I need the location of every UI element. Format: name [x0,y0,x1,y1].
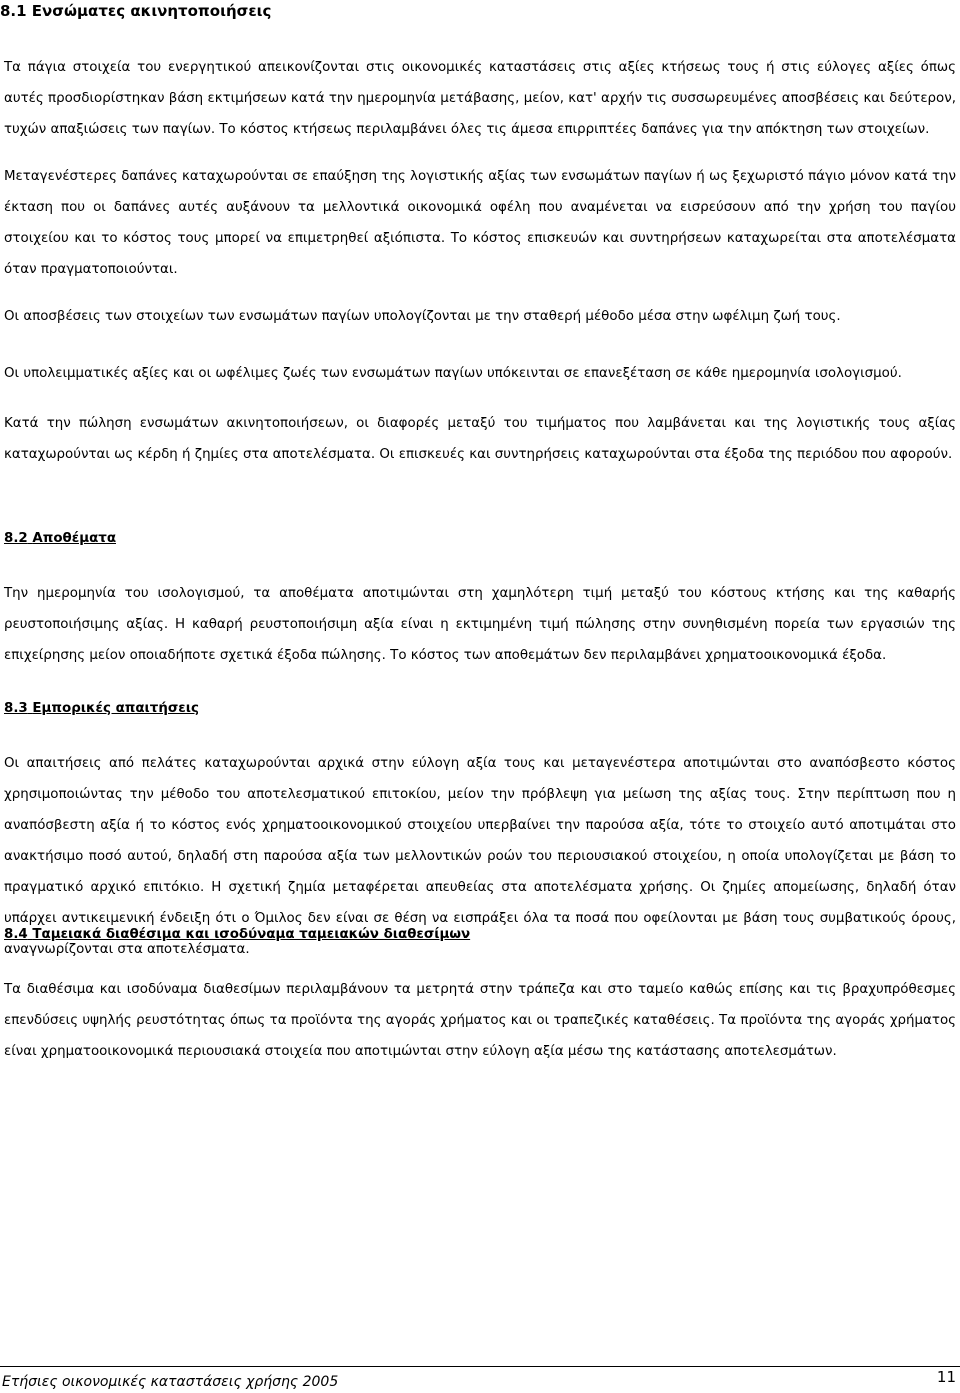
paragraph-8-1-disposals: Κατά την πώληση ενσωμάτων ακινητοποιήσεων, οι διαφορές μεταξύ του τιμήματος που λαμβάνεται και της λογιστικής τους αξίας καταχωρούνται ως κέρδη ή ζημίες στα αποτελέσματα. Οι επισκευές και συντηρήσεις καταχωρούνται στα έξοδα της περιόδου που αφορούν. [4,416,956,462]
section-number: 8.3 [4,701,28,716]
paragraph-8-1-residual-values: Οι υπολειμματικές αξίες και οι ωφέλιμες ζωές των ενσωμάτων παγίων υπόκεινται σε επανεξέταση σε κάθε ημερομηνία ισολογισμού. [4,366,902,381]
section-heading-8-3 [4,699,199,719]
section-number: 8.2 [4,531,28,546]
section-heading-text: Αποθέματα [32,531,117,546]
paragraph-8-4-cash: Τα διαθέσιμα και ισοδύναμα διαθεσίμων περιλαμβάνουν τα μετρητά στην τράπεζα και στο ταμείο καθώς επίσης και τις βραχυπρόθεσμες επενδύσεις υψηλής ρευστότητας όπως τα προϊόντα της αγοράς χρήματος και οι τραπεζικές καταθέσεις. Τα προϊόντα της αγοράς χρήματος είναι χρηματοοικονομικά περιουσιακά στοιχεία που αποτιμώνται στην εύλογη αξία μέσω της κατάστασης αποτελεσμάτων. [4,982,956,1059]
footer-divider [0,1366,960,1367]
section-heading-text: Ταμειακά διαθέσιμα και ισοδύναμα ταμειακών διαθεσίμων [32,927,471,942]
section-heading-8-2 [4,529,116,549]
page-number: 11 [936,1368,956,1386]
paragraph-8-1-acquisition-cost: Τα πάγια στοιχεία του ενεργητικού απεικονίζονται στις οικονομικές καταστάσεις στις αξίες κτήσεως τους ή στις εύλογες αξίες όπως αυτές προσδιορίστηκαν βάση εκτιμήσεων κατά την ημερομηνία μετάβασης, μείον, κατ' αρχήν τις συσσωρευμένες αποσβέσεις και δεύτερον, τυχών απαξιώσεις των παγίων. Το κόστος κτήσεως περιλαμβάνει όλες τις άμεσα επιρριπτέες δαπάνες για την απόκτηση των στοιχείων. [4,60,956,137]
paragraph-8-1-subsequent-costs: Μεταγενέστερες δαπάνες καταχωρούνται σε επαύξηση της λογιστικής αξίας των ενσωμάτων παγίων ή ως ξεχωριστό πάγιο μόνον κατά την έκταση που οι δαπάνες αυτές αυξάνουν τα μελλοντικά οικονομικά οφέλη που αναμένεται να εισρεύσουν από την χρήση του παγίου στοιχείου και το κόστος τους μπορεί να επιμετρηθεί αξιόπιστα. Το κόστος επισκευών και συντηρήσεων καταχωρείται στα αποτελέσματα όταν πραγματοποιούνται. [4,169,956,277]
footer-title: Ετήσιες οικονομικές καταστάσεις χρήσης 2005 [2,1374,339,1390]
paragraph-8-1-depreciation: Οι αποσβέσεις των στοιχείων των ενσωμάτων παγίων υπολογίζονται με την σταθερή μέθοδο μέσα στην ωφέλιμη ζωή τους. [4,309,841,324]
section-number: 8.4 [4,927,28,942]
section-title-8-1: 8.1 Ενσώματες ακινητοποιήσεις [0,2,272,20]
section-heading-8-4 [4,925,470,945]
paragraph-8-3-receivables: Οι απαιτήσεις από πελάτες καταχωρούνται αρχικά στην εύλογη αξία τους και μεταγενέστερα αποτιμώνται στο αναπόσβεστο κόστος χρησιμοποιώντας την μέθοδο του αποτελεσματικού επιτοκίου, μείον την πρόβλεψη για μείωση της αξίας τους. Στην περίπτωση που η αναπόσβεστη αξία ή το κόστος ενός χρηματοοικονομικού στοιχείου υπερβαίνει την παρούσα αξία, τότε το στοιχείο αυτό αποτιμάται στο ανακτήσιμο ποσό αυτού, δηλαδή στη παρούσα αξία των μελλοντικών ροών του περιουσιακού στοιχείου, η οποία υπολογίζεται με βάση το πραγματικό αρχικό επιτόκιο. Η σχετική ζημία μεταφέρεται απευθείας στα αποτελέσματα χρήσης. Οι ζημίες απομείωσης, δηλαδή όταν υπάρχει αντικειμενική ένδειξη ότι ο Όμιλος δεν είναι σε θέση να εισπράξει όλα τα ποσά που οφείλονται με βάση τους συμβατικούς όρους, αναγνωρίζονται στα αποτελέσματα. [4,756,956,957]
paragraph-8-2-inventories: Την ημερομηνία του ισολογισμού, τα αποθέματα αποτιμώνται στη χαμηλότερη τιμή μεταξύ του κόστους κτήσης και της καθαρής ρευστοποιήσιμης αξίας. Η καθαρή ρευστοποιήσιμη αξία είναι η εκτιμημένη τιμή πώλησης στην συνηθισμένη πορεία των εργασιών της επιχείρησης μείον οποιαδήποτε σχετικά έξοδα πώλησης. Το κόστος των αποθεμάτων δεν περιλαμβάνει χρηματοοικονομικά έξοδα. [4,586,956,663]
section-heading-text: Εμπορικές απαιτήσεις [32,701,199,716]
